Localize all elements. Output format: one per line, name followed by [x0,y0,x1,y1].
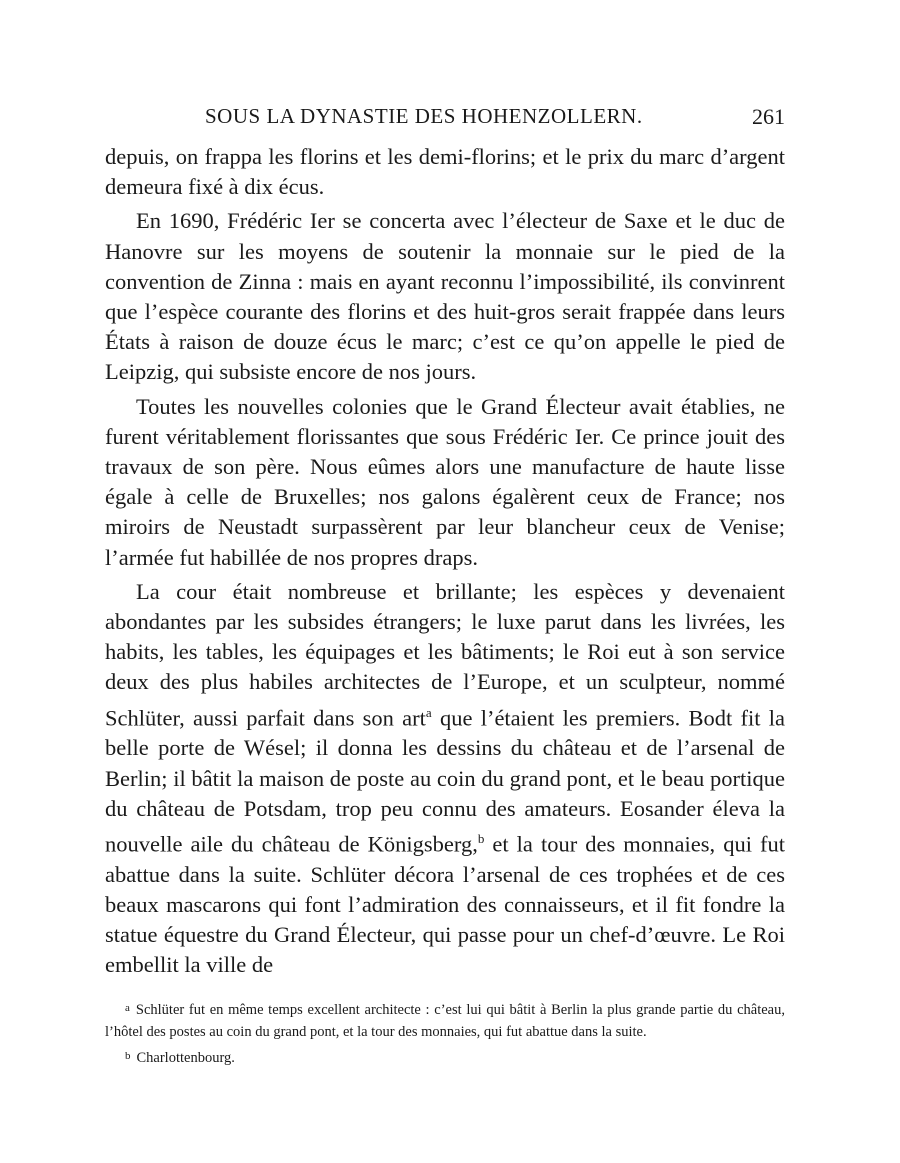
footnote-mark: a [125,1002,130,1014]
paragraph-4-part-1: La cour était nombreuse et brillante; les espèces y devenaient abondantes par les subsides étrangers; le luxe parut dans les livrées, les habits, les tables, les équipages et les bâtiments; le Roi eut à son service deux des plus habiles architectes de l’Europe, et un sculpteur, nommé Schlüter, aussi parfait dans son art [105,578,785,731]
running-header [105,104,785,134]
paragraph-1: depuis, on frappa les florins et les demi-florins; et le prix du marc d’argent demeura fixé à dix écus. [105,144,785,200]
paragraph-4-part-2: que l’étaient les premiers. Bodt fit la belle porte de Wésel; il donna les dessins du château et de l’arsenal de Berlin; il bâtit la maison de poste au coin du grand pont, et le beau portique du château de Potsdam, trop peu connu des amateurs. Eosander éleva la nouvelle aile du château de Königsberg, [105,705,785,857]
footnote-ref-b: b [477,830,485,846]
paragraph-4-part-3: et la tour des monnaies, qui fut abattue dans la suite. Schlüter décora l’arsenal de ces trophées et de ces beaux mascarons qui font l’admiration des connaisseurs, et il fit fondre la statue équestre du Grand Électeur, qui passe pour un chef-d’œuvre. Le Roi embellit la ville de [105,831,785,978]
footnote-text: Schlüter fut en même temps excellent architecte : c’est lui qui bâtit à Berlin la plus grande partie du château, l’hôtel des postes au coin du grand pont, et la tour des monnaies, qui fut abattue dans la suite. [105,1002,785,1040]
page-number: 261 [752,104,785,129]
footnote-a [105,998,785,1043]
footnote-ref-a: a [425,704,432,720]
paragraph-2: En 1690, Frédéric Ier se concerta avec l’électeur de Saxe et le duc de Hanovre sur les moyens de soutenir la monnaie sur le pied de la convention de Zinna : mais en ayant reconnu l’impossibilité, ils convinrent que l’espèce courante des florins et des huit-gros serait frappée dans leurs États à raison de douze écus le marc; c’est ce qu’on appelle le pied de Leipzig, qui subsiste encore de nos jours. [105,208,785,385]
paragraph-3: Toutes les nouvelles colonies que le Grand Électeur avait établies, ne furent véritablement florissantes que sous Frédéric Ier. Ce prince jouit des travaux de son père. Nous eûmes alors une manufacture de haute lisse égale à celle de Bruxelles; nos galons égalèrent ceux de France; nos miroirs de Neustadt surpassèrent par leur blancheur ceux de Venise; l’armée fut habillée de nos propres draps. [105,393,785,570]
footnotes [105,998,785,1073]
footnote-text: Charlottenbourg. [136,1050,235,1066]
body-text [105,142,785,984]
paragraph-4 [105,577,785,981]
footnote-b [105,1046,785,1070]
footnote-mark: b [125,1050,131,1062]
running-title: SOUS LA DYNASTIE DES HOHENZOLLERN. [205,104,643,128]
